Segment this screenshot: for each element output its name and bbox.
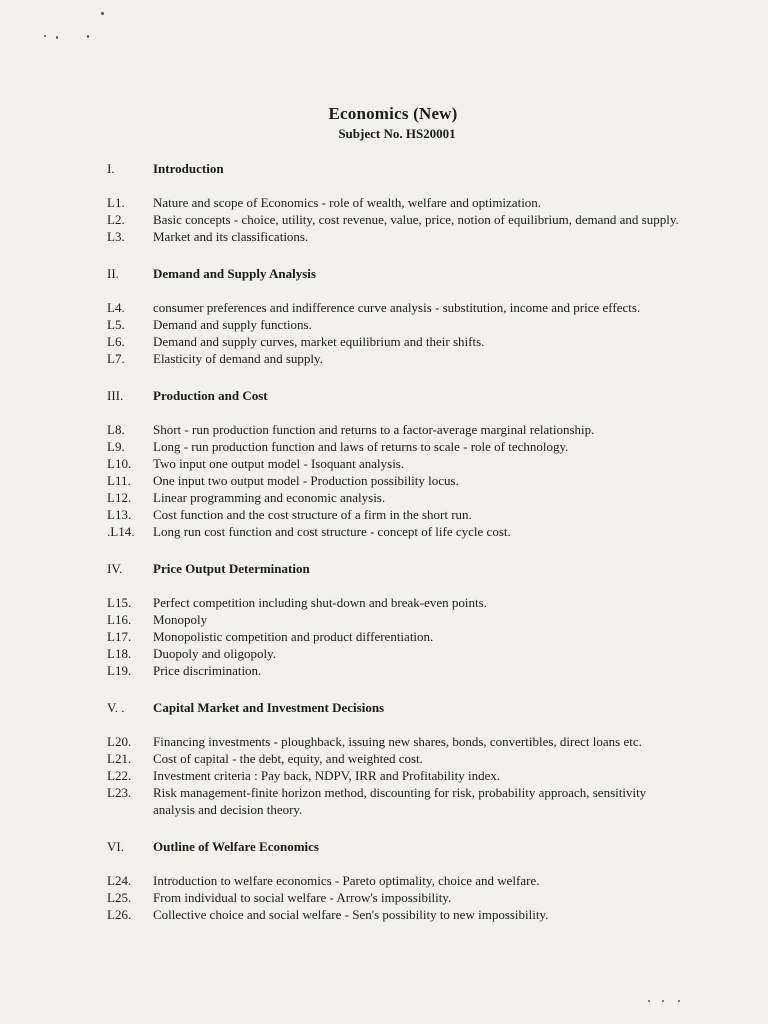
section-heading (107, 387, 687, 404)
lesson-text: Monopoly (153, 612, 208, 627)
lesson-number: L4. (107, 300, 125, 315)
lesson-text: Market and its classifications. (153, 229, 309, 244)
syllabus-section (107, 387, 687, 540)
lesson-text: Demand and supply curves, market equilibrium and their shifts. (153, 334, 485, 349)
lesson-item (107, 438, 687, 455)
lesson-number: L26. (107, 907, 132, 922)
scan-speck (101, 12, 104, 15)
document-title: Economics (New) (328, 104, 458, 123)
syllabus-section (107, 160, 687, 245)
lesson-item (107, 662, 687, 679)
section-number: V. . (107, 700, 125, 715)
lesson-text: Financing investments - ploughback, issuing new shares, bonds, convertibles, direct loans etc. (153, 734, 642, 749)
lesson-item (107, 750, 687, 767)
section-number: VI. (107, 839, 124, 854)
lesson-number: L10. (107, 456, 132, 471)
lesson-number: L8. (107, 422, 125, 437)
lesson-number: L16. (107, 612, 132, 627)
lesson-number: L3. (107, 229, 125, 244)
lesson-text: Perfect competition including shut-down and break-even points. (153, 595, 487, 610)
lesson-number: .L14. (107, 524, 135, 539)
section-heading (107, 838, 687, 855)
lesson-item (107, 421, 687, 438)
lesson-number: L13. (107, 507, 132, 522)
lesson-item (107, 506, 687, 523)
lesson-text: Long run cost function and cost structure - concept of life cycle cost. (153, 524, 511, 539)
lesson-item (107, 211, 687, 228)
lesson-item (107, 594, 687, 611)
lesson-number: L20. (107, 734, 132, 749)
section-number: III. (107, 388, 124, 403)
lesson-text: Linear programming and economic analysis. (153, 490, 386, 505)
lesson-item (107, 628, 687, 645)
lesson-text: Investment criteria : Pay back, NDPV, IRR and Profitability index. (153, 768, 501, 783)
lesson-item (107, 784, 687, 818)
section-number: IV. (107, 561, 123, 576)
lesson-number: L15. (107, 595, 132, 610)
lesson-number: L18. (107, 646, 132, 661)
syllabus-section (107, 838, 687, 923)
scan-speck (44, 35, 46, 37)
section-title: Production and Cost (153, 388, 268, 403)
lesson-item (107, 767, 687, 784)
lesson-number: L23. (107, 785, 132, 800)
lesson-text: consumer preferences and indifference curve analysis - substitution, income and price effects. (153, 300, 641, 315)
lesson-item (107, 299, 687, 316)
section-heading (107, 160, 687, 177)
lesson-text: Cost of capital - the debt, equity, and weighted cost. (153, 751, 423, 766)
section-title: Capital Market and Investment Decisions (153, 700, 385, 715)
lesson-text: Introduction to welfare economics - Pareto optimality, choice and welfare. (153, 873, 540, 888)
lesson-item (107, 489, 687, 506)
section-heading (107, 265, 687, 282)
lesson-number: L22. (107, 768, 132, 783)
lesson-item (107, 906, 687, 923)
lesson-item (107, 523, 687, 540)
section-heading (107, 699, 687, 716)
lesson-number: L25. (107, 890, 132, 905)
lesson-text: Demand and supply functions. (153, 317, 312, 332)
lesson-text: Long - run production function and laws of returns to scale - role of technology. (153, 439, 569, 454)
lesson-text: Duopoly and oligopoly. (153, 646, 277, 661)
scan-speck (662, 1000, 664, 1002)
lesson-item (107, 333, 687, 350)
lesson-item (107, 872, 687, 889)
section-number: I. (107, 161, 115, 176)
section-heading (107, 560, 687, 577)
lesson-item (107, 645, 687, 662)
lesson-item (107, 350, 687, 367)
lesson-item (107, 194, 687, 211)
lesson-text: Price discrimination. (153, 663, 262, 678)
lesson-item (107, 889, 687, 906)
lesson-number: L19. (107, 663, 132, 678)
lesson-number: L24. (107, 873, 132, 888)
lesson-number: L21. (107, 751, 132, 766)
lesson-item (107, 316, 687, 333)
lesson-item (107, 611, 687, 628)
scan-speck (678, 1000, 680, 1002)
section-title: Introduction (153, 161, 224, 176)
lesson-text: Collective choice and social welfare - Sen's possibility to new impossibility. (153, 907, 549, 922)
section-number: II. (107, 266, 119, 281)
section-title: Outline of Welfare Economics (153, 839, 319, 854)
lesson-text: Short - run production function and returns to a factor-average marginal relationship. (153, 422, 595, 437)
section-title: Demand and Supply Analysis (153, 266, 316, 281)
lesson-number: L2. (107, 212, 125, 227)
lesson-number: L17. (107, 629, 132, 644)
lesson-text: Risk management-finite horizon method, discounting for risk, probability approach, sensitivity analysis and decision theory. (153, 785, 647, 817)
lesson-text: One input two output model - Production possibility locus. (153, 473, 459, 488)
syllabus-section (107, 699, 687, 818)
lesson-item (107, 733, 687, 750)
lesson-text: Nature and scope of Economics - role of wealth, welfare and optimization. (153, 195, 542, 210)
lesson-number: L7. (107, 351, 125, 366)
lesson-text: Elasticity of demand and supply. (153, 351, 323, 366)
lesson-text: Basic concepts - choice, utility, cost revenue, value, price, notion of equilibrium, demand and supply. (153, 212, 679, 227)
syllabus-section (107, 560, 687, 679)
lesson-text: Monopolistic competition and product differentiation. (153, 629, 434, 644)
lesson-item (107, 455, 687, 472)
subject-number: Subject No. HS20001 (338, 126, 456, 141)
scan-speck (56, 36, 58, 39)
section-title: Price Output Determination (153, 561, 310, 576)
lesson-number: L11. (107, 473, 131, 488)
syllabus-content (107, 160, 687, 943)
lesson-text: From individual to social welfare - Arrow's impossibility. (153, 890, 452, 905)
lesson-number: L12. (107, 490, 132, 505)
lesson-item (107, 228, 687, 245)
lesson-number: L5. (107, 317, 125, 332)
scan-speck (648, 1000, 650, 1002)
lesson-text: Two input one output model - Isoquant analysis. (153, 456, 405, 471)
scan-speck (87, 35, 89, 38)
lesson-number: L9. (107, 439, 125, 454)
lesson-number: L1. (107, 195, 125, 210)
lesson-number: L6. (107, 334, 125, 349)
lesson-item (107, 472, 687, 489)
lesson-text: Cost function and the cost structure of a firm in the short run. (153, 507, 472, 522)
syllabus-section (107, 265, 687, 367)
